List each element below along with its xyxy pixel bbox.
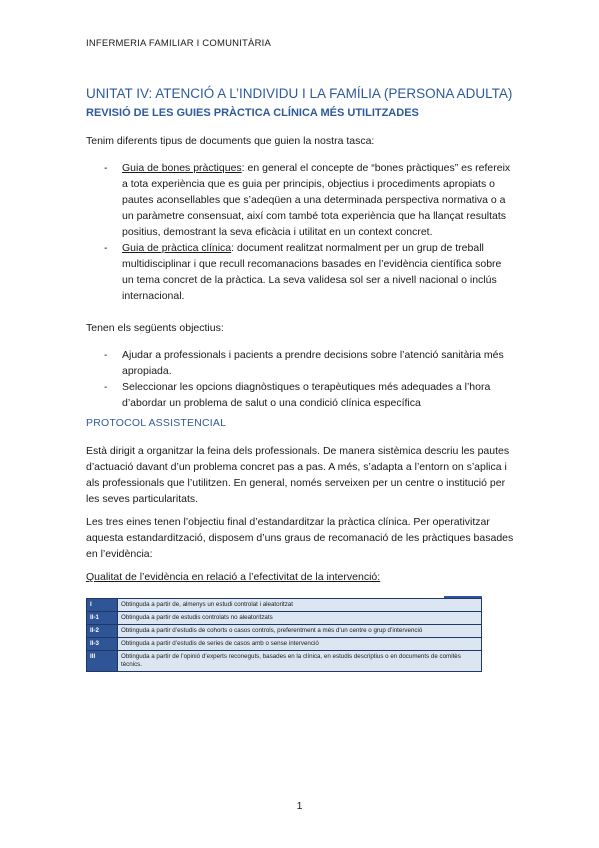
- unit-title: UNITAT IV: ATENCIÓ A L’INDIVIDU I LA FAMÍLIA (PERSONA ADULTA): [86, 86, 513, 101]
- evidence-table: [86, 598, 482, 672]
- evidence-level: II-3: [87, 638, 118, 651]
- list-item: [104, 240, 514, 304]
- table-row: [87, 638, 482, 651]
- table-row: [87, 651, 482, 672]
- objectives-intro: Tenen els següents objectius:: [86, 322, 224, 334]
- bullet-dash: -: [104, 242, 108, 254]
- list-item: [104, 379, 514, 411]
- objective-text: Seleccionar les opcions diagnòstiques o terapèutiques més adequades a l’hora d’abordar un problema de salut o una condició clínica específica: [122, 381, 491, 409]
- objective-text: Ajudar a professionals i pacients a prendre decisions sobre l’atenció sanitària més apropiada.: [122, 349, 504, 377]
- protocol-heading: PROTOCOL ASSISTENCIAL: [86, 417, 227, 429]
- list-item: [104, 160, 514, 240]
- term-label: Guia de bones pràctiques: [122, 162, 242, 174]
- tools-paragraph: Les tres eines tenen l’objectiu final d’estandarditzar la pràctica clínica. Per operativitzar aquesta estandardització, disposem d’uns graus de recomanació de les pràctiques basades en l’evidència:: [86, 516, 514, 560]
- evidence-description: Obtinguda a partir de l’opinió d’experts reconeguts, basades en la clínica, en estudis descriptius o en documents de comitès tècnics.: [118, 651, 482, 672]
- section-subtitle: REVISIÓ DE LES GUIES PRÀCTICA CLÍNICA MÉS UTILITZADES: [86, 107, 419, 119]
- table-row: [87, 625, 482, 638]
- term-description: : en general el concepte de “bones pràctiques” es refereix a tota experiència que es guia per principis, objectius i procediments apropiats o pautes aconsellables que s’adeqüen a una determinada perspectiva normativa o a un paràmetre consensuat, així com també tota experiència que ha llançat resultats positius, demostrant la seva eficàcia i utilitat en un context concret.: [122, 162, 511, 238]
- bullet-dash: -: [104, 381, 108, 393]
- evidence-description: Obtinguda a partir d’estudis de series de casos amb o sense intervenció: [118, 638, 482, 651]
- term-label: Guia de pràctica clínica: [122, 242, 232, 254]
- evidence-level: III: [87, 651, 118, 672]
- evidence-level: II-2: [87, 625, 118, 638]
- objectives-list: [104, 347, 514, 411]
- page-number: 1: [296, 800, 303, 812]
- evidence-description: Obtinguda a partir d’estudis de cohorts o casos controls, preferentment a més d’un centre o grup d’intervenció: [118, 625, 482, 638]
- bullet-dash: -: [104, 162, 108, 174]
- evidence-level: I: [87, 599, 118, 612]
- table-row: [87, 599, 482, 612]
- quality-title: Qualitat de l’evidència en relació a l’efectivitat de la intervenció:: [86, 571, 381, 583]
- table-row: [87, 612, 482, 625]
- page-header: INFERMERIA FAMILIAR I COMUNITÀRIA: [86, 38, 272, 49]
- list-item: [104, 347, 514, 379]
- intro-paragraph: Tenim diferents tipus de documents que guien la nostra tasca:: [86, 135, 375, 147]
- bullet-dash: -: [104, 349, 108, 361]
- documents-list: [104, 160, 514, 304]
- term-description: : document realitzat normalment per un grup de treball multidisciplinar i que recull recomanacions basades en l’evidència científica sobre un tema concret de la pràctica. La seva validesa sol ser a nivell nacional o inclús internacional.: [122, 242, 502, 302]
- evidence-description: Obtinguda a partir de, almenys un estudi controlat i aleatoritzat: [118, 599, 482, 612]
- evidence-level: II-1: [87, 612, 118, 625]
- evidence-description: Obtinguda a partir de estudis controlats no aleatoritzats: [118, 612, 482, 625]
- protocol-paragraph: Està dirigit a organitzar la feina dels professionals. De manera sistèmica descriu les pautes d’actuació davant d’un problema concret pas a pas. A més, s’adapta a l’entorn on s’aplica i als professionals que l’utilitzen. En general, només serveixen per un centre o institució per les seves particularitats.: [86, 445, 510, 505]
